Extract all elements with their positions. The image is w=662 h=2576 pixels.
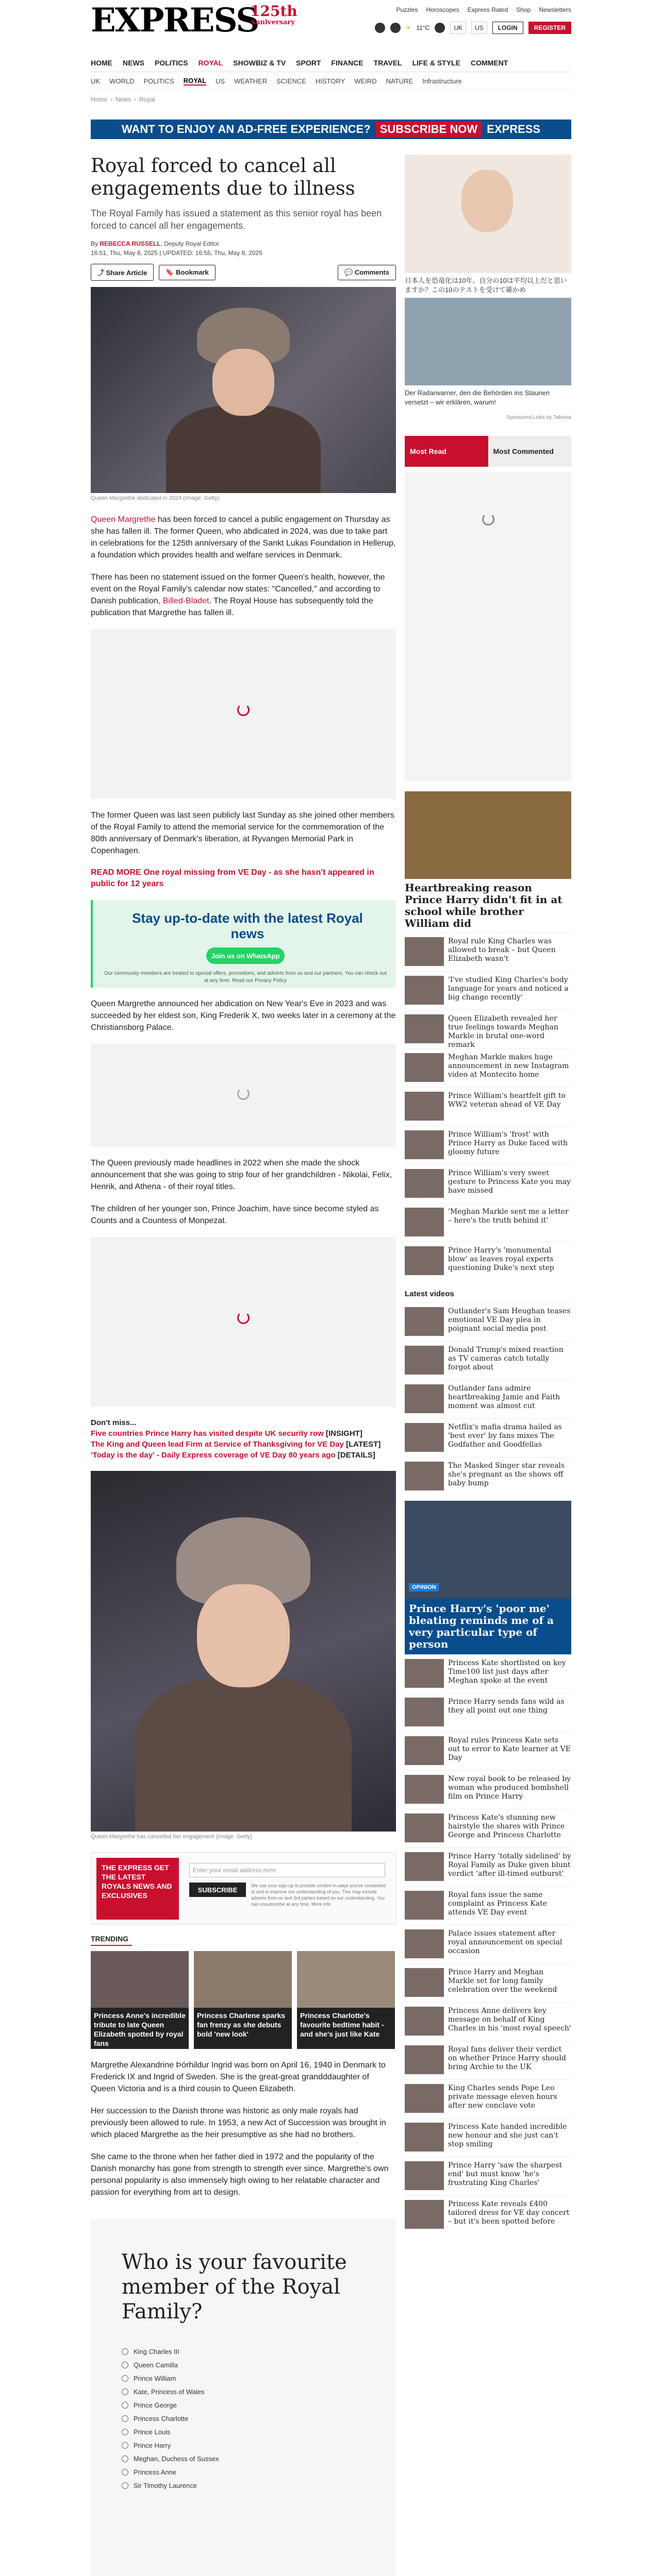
caption-credit: (Image: Getty) [216, 1834, 253, 1840]
poll-option[interactable] [122, 2479, 365, 2492]
banner-brand: EXPRESS [487, 123, 541, 135]
opinion-image [405, 1501, 571, 1599]
video-item[interactable] [405, 1457, 571, 1496]
breadcrumb-sep: › [134, 96, 137, 103]
option-label: King Charles III [134, 2347, 179, 2355]
video-thumb [405, 1462, 444, 1490]
list-headline: Princess Kate handed incredible new honour and she just can't stop smiling [448, 2123, 567, 2148]
tab-most-commented[interactable]: Most Commented [488, 436, 572, 467]
toplink-newsletters[interactable]: Newsletters [539, 6, 571, 13]
list-headline: Royal rule King Charles was allowed to break – but Queen Elizabeth wasn't [448, 937, 556, 963]
trending-thumb [194, 1951, 292, 2008]
read-more-link[interactable]: One royal missing from VE Day - as she hasn't appeared in public for 12 years [91, 868, 374, 888]
list-thumb [405, 1246, 444, 1275]
nav-showbiz[interactable]: SHOWBIZ & TV [233, 58, 286, 67]
video-item[interactable] [405, 1380, 571, 1418]
list-headline: 'Meghan Markle sent me a letter – here's the truth behind it' [448, 1208, 569, 1225]
subnav-uk[interactable]: UK [91, 77, 101, 85]
list-item[interactable] [405, 2002, 571, 2041]
express-logo[interactable]: EXPRESS [91, 1, 259, 40]
weather-sun-icon: ☀ [405, 24, 411, 31]
list-thumb [405, 2007, 444, 2036]
byline [91, 239, 396, 258]
nav-royal[interactable]: ROYAL [198, 58, 223, 67]
dont-miss-link-1[interactable]: Five countries Prince Harry has visited despite UK security row [91, 1429, 324, 1438]
caption-text: Queen Margrethe has cancelled her engagement [91, 1834, 214, 1840]
list-thumb [405, 1698, 444, 1726]
subnav-us[interactable]: US [216, 77, 225, 85]
video-headline: Donald Trump's mixed reaction as TV cameras catch totally forgot about [448, 1346, 564, 1371]
video-thumb [405, 1346, 444, 1375]
dont-miss-tag: [INSIGHT] [326, 1429, 362, 1438]
join-whatsapp-button[interactable]: Join us on WhatsApp [206, 947, 285, 964]
list-thumb [405, 1053, 444, 1082]
radio-icon[interactable] [122, 2415, 128, 2422]
video-headline: Netflix's mafia drama hailed as 'best ever' by fans mixes The Godfather and Goodfellas [448, 1423, 562, 1449]
paragraph-4: Queen Margrethe announced her abdication on New Year's Eve in 2023 and was succeeded by her eldest son, King Frederik X, two weeks later in a ceremony at the Christiansborg Palace. [91, 999, 396, 1032]
radio-icon[interactable] [122, 2429, 128, 2435]
poll-options [122, 2345, 365, 2492]
list-headline: Royal rules Princess Kate sets out to error to Kate learner at VE Day [448, 1736, 571, 1762]
list-item[interactable] [405, 1010, 571, 1048]
latest-videos-list [405, 1302, 571, 1496]
header-tools [375, 22, 571, 34]
nav-finance[interactable]: FINANCE [331, 58, 363, 67]
sidebar-ad2-image[interactable] [405, 298, 571, 385]
option-label: Princess Charlotte [134, 2414, 189, 2422]
p1-text: has been forced to cancel a public engagement on Thursday as she has fallen ill. The former Queen, who abdicated in 2024, was due to take part in celebrations for the 125th anniversary of the Sankt Lukas Foundation in Hellerup, a foundation which provides health and welfare services in Denmark. [91, 515, 396, 560]
nav-comment[interactable]: COMMENT [470, 58, 508, 67]
list-headline: Prince William's 'frost' with Prince Harry as Duke faced with gloomy future [448, 1130, 568, 1156]
video-item[interactable] [405, 1418, 571, 1457]
video-item[interactable] [405, 1302, 571, 1341]
list-item[interactable] [405, 1087, 571, 1126]
paragraph-3: The former Queen was last seen publicly last Sunday as she joined other members of the Royal Family to attend the memorial service for the commemoration of the 80th anniversary of Denmark's liberation, at Ryvangen Memorial Park in Copenhagen. [91, 811, 394, 855]
trending-headline: Princess Charlene sparks fan frenzy as she debuts bold 'new look' [194, 2008, 292, 2049]
toplink-shop[interactable]: Shop [516, 6, 531, 13]
trending-card[interactable] [194, 1951, 292, 2049]
subnav-politics[interactable]: POLITICS [143, 77, 174, 85]
option-label: Meghan, Duchess of Sussex [134, 2454, 219, 2463]
video-headline: Outlander's Sam Heughan teases emotional VE Day plea in poignant social media post [448, 1307, 571, 1333]
radio-icon[interactable] [122, 2388, 128, 2395]
radio-icon[interactable] [122, 2348, 128, 2355]
register-button[interactable]: REGISTER [528, 22, 571, 34]
image-caption [91, 495, 396, 503]
nav-travel[interactable]: TRAVEL [373, 58, 402, 67]
video-item[interactable] [405, 1341, 571, 1380]
list-item[interactable] [405, 2157, 571, 2195]
list-item[interactable] [405, 1654, 571, 1693]
article-body-5 [91, 2059, 396, 2198]
list-headline: King Charles sends Pope Leo private message eleven hours after new conclave vote [448, 2084, 557, 2110]
list-item[interactable] [405, 1164, 571, 1203]
list-item[interactable] [405, 1886, 571, 1925]
loading-spinner-icon [237, 1088, 250, 1100]
feature-image [405, 791, 571, 879]
poll-option[interactable] [122, 2385, 365, 2398]
photo-face [197, 1584, 290, 1687]
list-thumb [405, 1208, 444, 1236]
list-headline: 'I've studied King Charles's body language for years and noticed a big change recently' [448, 976, 569, 1002]
poll-option[interactable] [122, 2465, 365, 2479]
article-body-4 [91, 1157, 396, 1227]
radio-icon[interactable] [122, 2482, 128, 2489]
list-headline: Prince Harry sends fans wild as they all point out one thing [448, 1698, 565, 1715]
video-headline: The Masked Singer star reveals she's pregnant as the shows off baby bump [448, 1462, 565, 1487]
subnav-royal[interactable]: ROYAL [183, 77, 207, 84]
trending-card[interactable] [91, 1951, 189, 2049]
royal-poll [91, 2219, 396, 2576]
radio-icon[interactable] [122, 2375, 128, 2382]
subscribe-banner[interactable] [91, 120, 571, 139]
edition-uk[interactable]: UK [450, 22, 466, 34]
trending-thumb [91, 1951, 189, 2008]
site-header [0, 0, 662, 52]
nav-sport[interactable]: SPORT [296, 58, 321, 67]
list-thumb [405, 1929, 444, 1958]
menu-icon[interactable] [435, 23, 445, 33]
option-label: Queen Camilla [134, 2361, 178, 2369]
list-headline: Princess Kate shortlisted on key Time100 list just days after Meghan spoke at the event [448, 1659, 566, 1685]
loading-spinner-icon [237, 1312, 250, 1324]
list-thumb [405, 1659, 444, 1688]
subnav-history[interactable]: HISTORY [315, 77, 345, 85]
most-tabs [405, 436, 571, 467]
edition-us[interactable]: US [471, 22, 487, 34]
trending [91, 1935, 396, 2049]
list-thumb [405, 2084, 444, 2113]
newsletter-signup [91, 1852, 396, 1924]
list-headline: Meghan Markle makes huge announcement in new Instagram video at Montecito home [448, 1053, 569, 1079]
list-thumb [405, 1169, 444, 1198]
list-item[interactable] [405, 971, 571, 1010]
photo-coat [166, 405, 321, 493]
caption-credit: (Image: Getty) [183, 495, 220, 501]
paragraph-1 [91, 514, 396, 561]
list-headline: Royal fans issue the same complaint as Princess Kate attends VE Day event [448, 1891, 548, 1917]
list-thumb [405, 1092, 444, 1121]
list-item[interactable] [405, 2079, 571, 2118]
dont-miss-tag: [LATEST] [346, 1440, 381, 1449]
subnav-science[interactable]: SCIENCE [276, 77, 306, 85]
poll-option[interactable] [122, 2358, 365, 2371]
subnav-world[interactable]: WORLD [109, 77, 135, 85]
read-more-label: READ MORE [91, 868, 141, 877]
trending-row [91, 1951, 396, 2049]
list-thumb [405, 976, 444, 1005]
comments-button[interactable]: 💬 Comments [338, 265, 396, 280]
list-headline: Prince Harry 'totally sidelined' by Royal Family as Duke given blunt verdict 'after ill-timed outburst' [448, 1852, 571, 1878]
bookmark-button[interactable]: 🔖 Bookmark [159, 265, 215, 280]
share-article-button[interactable]: ⤴ Share Article [91, 264, 154, 281]
breadcrumb-sep: › [110, 96, 113, 103]
nav-home[interactable]: HOME [91, 58, 112, 67]
photo-coat [135, 1677, 352, 1832]
secondary-nav [91, 73, 571, 90]
caption-text: Queen Margrethe abdicated in 2024 [91, 495, 182, 501]
list-item[interactable] [405, 1809, 571, 1848]
list-thumb [405, 1852, 444, 1881]
p2-text: There has been no statement issued on the former Queen's health, however, the event on the Royal Family's calendar now states: "Cancelled," and according to Danish publication, [91, 573, 385, 605]
article-body-3 [91, 998, 396, 1033]
list-headline: Palace issues statement after royal announcement on special occasion [448, 1929, 562, 1955]
loading-spinner-icon [237, 704, 250, 716]
ad-slot-3[interactable] [91, 1237, 396, 1407]
radio-icon[interactable] [122, 2469, 128, 2476]
toplink-rated[interactable]: Express Rated [467, 6, 508, 13]
trending-thumb [297, 1951, 395, 2008]
dont-miss-title: Don't miss... [91, 1418, 137, 1427]
paragraph-8: Her succession to the Danish throne was historic as only male royals had previously been allowed to rule. In 1953, a new Act of Succession was brought in which placed Margrethe as the heir presumptive as she had no brothers. [91, 2107, 386, 2139]
primary-nav [91, 54, 571, 72]
video-thumb [405, 1423, 444, 1452]
whatsapp-promo [91, 900, 396, 988]
email-field[interactable]: Enter your email address here [189, 1863, 385, 1877]
list-thumb [405, 1736, 444, 1765]
share-label: Share Article [106, 269, 147, 277]
list-headline: Prince Harry's 'monumental blow' as leaves royal experts questioning Duke's next step [448, 1246, 554, 1272]
list-item[interactable] [405, 2118, 571, 2157]
second-image[interactable] [91, 1471, 396, 1832]
opinion-tag: OPINION [409, 1583, 439, 1591]
lead-image[interactable] [91, 287, 396, 493]
list-item[interactable] [405, 1770, 571, 1809]
dont-miss-tag: [DETAILS] [337, 1451, 375, 1460]
byline-prefix: By [91, 240, 98, 247]
trending-headline: Princess Anne's incredible tribute to late Queen Elizabeth spotted by royal fans [91, 2008, 189, 2049]
photo-face [212, 349, 274, 416]
article-dates: 16:51, Thu, May 8, 2025 | UPDATED: 16:55, Thu, May 8, 2025 [91, 249, 262, 257]
radio-icon[interactable] [122, 2402, 128, 2409]
billed-bladet-link[interactable]: Billed-Bladet [162, 597, 209, 605]
trending-card[interactable] [297, 1951, 395, 2049]
loading-spinner-icon [482, 513, 494, 526]
opinion-card[interactable] [405, 1501, 571, 1654]
list-item[interactable] [405, 2195, 571, 2234]
dont-miss-link-3[interactable]: 'Today is the day' - Daily Express coverage of VE Day 80 years ago [91, 1451, 336, 1460]
list-thumb [405, 1891, 444, 1920]
breadcrumb-news[interactable]: News [115, 96, 131, 103]
nav-news[interactable]: NEWS [123, 58, 144, 67]
list-thumb [405, 1968, 444, 1997]
poll-option[interactable] [122, 2345, 365, 2358]
list-item[interactable] [405, 1925, 571, 1963]
paragraph-9: She came to the throne when her father died in 1972 and the popularity of the Danish monarchy has gone from strength to strength ever since. Margrethe's own personal popularity is also immensely high owing to her relatable character and passion for everything from art to design. [91, 2153, 389, 2197]
feature-headline: Heartbreaking reason Prince Harry didn't fit in at school while brother William did [405, 882, 562, 929]
list-headline: Princess Anne delivers key message on behalf of King Charles in his 'most royal speech' [448, 2007, 571, 2032]
poll-option[interactable] [122, 2398, 365, 2412]
sidebar-ad2-text[interactable]: Der Radarwarner, den die Behörden ins Staunen versetzt – wir erklären, warum! [405, 389, 550, 406]
option-label: Prince William [134, 2374, 176, 2382]
list-thumb [405, 2161, 444, 2190]
list-headline: Prince William's very sweet gesture to Princess Kate you may have missed [448, 1169, 571, 1195]
subnav-nature[interactable]: NATURE [386, 77, 413, 85]
subnav-weather[interactable]: WEATHER [234, 77, 268, 85]
whatsapp-fineprint: Our community members are treated to special offers, promotions, and adverts from us and our partners. You can check out at any time. Read our Privacy Policy [104, 971, 387, 984]
paragraph-7: Margrethe Alexandrine Þórhildur Ingrid was born on April 16, 1940 in Denmark to Frederick IX and Ingrid of Sweden. She is the great-great grandddaughter of Queen Victoria and is a third cousin to Queen Elizabeth. [91, 2061, 386, 2093]
poll-option[interactable] [122, 2371, 365, 2385]
option-label: Princess Anne [134, 2468, 177, 2476]
list-item[interactable] [405, 1732, 571, 1770]
ad-slot-2[interactable] [91, 1044, 396, 1147]
newsletter-fineprint: We use your sign-up to provide content in ways you've consented to and to improve our understanding of you. This may include adverts from us and 3rd parties based on our understanding. You can unsubscribe at any time. More info [251, 1883, 386, 1907]
breadcrumb-home[interactable]: Home [91, 96, 108, 103]
banner-text: WANT TO ENJOY AN AD-FREE EXPERIENCE? [121, 123, 371, 135]
list-headline: Prince Harry 'saw the sharpest end' but must know 'he's frustrating King Charles' [448, 2161, 562, 2187]
more-royal-list [405, 1654, 571, 2234]
list-headline: Queen Elizabeth revealed her true feelings towards Meghan Markle in brutal one-word remark [448, 1014, 559, 1049]
list-thumb [405, 937, 444, 966]
author-link[interactable]: REBECCA RUSSELL [100, 240, 161, 247]
list-headline: New royal book to be released by woman who produced bombshell film on Prince Harry [448, 1775, 571, 1801]
toplink-puzzles[interactable]: Puzzles [396, 6, 418, 13]
author-role: , Deputy Royal Editor [160, 240, 219, 247]
list-item[interactable] [405, 933, 571, 971]
video-headline: Outlander fans admire heartbreaking Jamie and Faith moment was almost cut [448, 1384, 560, 1410]
sidebar [405, 155, 571, 2234]
radio-icon[interactable] [122, 2442, 128, 2449]
subscribe-now-button[interactable]: SUBSCRIBE NOW [376, 122, 482, 137]
breadcrumb [91, 96, 155, 103]
list-item[interactable] [405, 1048, 571, 1087]
paragraph-2 [91, 571, 396, 619]
p2b-text: . The Royal House has subsequently told the publication that Margrethe has fallen ill. [91, 597, 373, 617]
list-thumb [405, 2045, 444, 2074]
read-more [91, 867, 396, 890]
opinion-headline: Prince Harry's 'poor me' bleating reminds me of a very particular type of person [409, 1602, 554, 1650]
poll-option[interactable] [122, 2452, 365, 2465]
list-item[interactable] [405, 1693, 571, 1732]
option-label: Sir Timothy Laurence [134, 2481, 197, 2489]
list-thumb [405, 1130, 444, 1159]
article-body-2 [91, 809, 396, 857]
poll-option[interactable] [122, 2425, 365, 2438]
list-item[interactable] [405, 1848, 571, 1886]
newsletter-promo: THE EXPRESS GET THE LATEST ROYALS NEWS AND EXCLUSIVES [96, 1858, 179, 1920]
whatsapp-title: Stay up-to-date with the latest Royal news [132, 910, 363, 941]
poll-option[interactable] [122, 2438, 365, 2452]
sidebar-ad-text[interactable]: 日本人を恐竜化は10年。自分の10は平均以上だと思いますか？この10のテストを受けて確かめ [405, 277, 567, 294]
list-item[interactable] [405, 1242, 571, 1280]
search-icon[interactable] [375, 23, 385, 33]
article-actions [91, 264, 396, 281]
sidebar-ad-slot[interactable] [405, 472, 571, 781]
article-column [91, 155, 396, 2576]
toplink-horoscopes[interactable]: Horoscopes [426, 6, 459, 13]
list-headline: Prince Harry and Meghan Markle set for long family celebration over the weekend [448, 1968, 557, 1994]
trending-title: TRENDING [91, 1935, 132, 1946]
queen-margrethe-link[interactable]: Queen Margrethe [91, 515, 156, 524]
list-thumb [405, 2123, 444, 2151]
dont-miss [91, 1417, 396, 1461]
image-caption [91, 1834, 396, 1842]
bookmark-label: Bookmark [176, 268, 209, 276]
list-thumb [405, 1814, 444, 1842]
list-item[interactable] [405, 1203, 571, 1242]
paragraph-6: The children of her younger son, Prince Joachim, have since become styled as Counts and a Countess of Monpezat. [91, 1205, 379, 1225]
option-label: Prince Harry [134, 2441, 171, 2449]
dont-miss-link-2[interactable]: The King and Queen lead Firm at Service of Thanksgiving for VE Day [91, 1440, 344, 1449]
comments-label: Comments [354, 268, 389, 276]
article-title: Royal forced to cancel all engagements due to illness [91, 155, 355, 199]
nav-life-style[interactable]: LIFE & STYLE [412, 58, 460, 67]
article-standfirst: The Royal Family has issued a statement as this senior royal has been forced to cancel all her engagements. [91, 208, 382, 231]
subnav-weird[interactable]: WEIRD [354, 77, 377, 85]
article-body [91, 514, 396, 619]
list-thumb [405, 1014, 444, 1043]
option-label: Kate, Princess of Wales [134, 2387, 205, 2396]
paragraph-5: The Queen previously made headlines in 2022 when she made the shock announcement that she was going to strip four of her grandchildren - Nikolai, Felix, Henrik, and Athena - of their royal titles. [91, 1159, 392, 1191]
list-thumb [405, 1775, 444, 1804]
trending-headline: Princess Charlotte's favourite bedtime habit - and she's just like Kate [297, 2008, 395, 2049]
breadcrumb-royal[interactable]: Royal [139, 96, 155, 103]
list-thumb [405, 2200, 444, 2229]
tab-most-read[interactable]: Most Read [405, 436, 488, 467]
poll-option[interactable] [122, 2412, 365, 2425]
radio-icon[interactable] [122, 2362, 128, 2368]
sidebar-ad-image[interactable] [405, 155, 571, 273]
top-links [396, 6, 571, 13]
radio-icon[interactable] [122, 2455, 128, 2462]
login-button[interactable]: LOGIN [492, 22, 523, 34]
subscribe-button[interactable]: SUBSCRIBE [189, 1883, 246, 1897]
video-thumb [405, 1307, 444, 1336]
feature-story[interactable] [405, 791, 571, 933]
anniversary-badge: 125th Anniversary [250, 3, 297, 26]
list-headline: Royal fans deliver their verdict on whether Prince Harry should bring Archie to the UK [448, 2045, 566, 2071]
most-read-list [405, 933, 571, 1280]
list-headline: Prince William's heartfelt gift to WW2 veteran ahead of VE Day [448, 1092, 566, 1109]
video-ad-slot[interactable] [91, 629, 396, 799]
list-item[interactable] [405, 1963, 571, 2002]
list-item[interactable] [405, 2041, 571, 2079]
list-item[interactable] [405, 1126, 571, 1164]
list-headline: Princess Kate reveals £400 tailored dress for VE day concert – but it's been spotted before [448, 2200, 570, 2226]
latest-videos-title: Latest videos [405, 1290, 454, 1298]
poll-title: Who is your favourite member of the Royal Family? [122, 2250, 347, 2324]
list-headline: Princess Kate's stunning new hairstyle the shares with Prince George and Princess Charlotte [448, 1814, 565, 1839]
ad-face [461, 170, 513, 232]
nav-politics[interactable]: POLITICS [155, 58, 188, 67]
option-label: Prince Louis [134, 2428, 171, 2436]
video-thumb [405, 1384, 444, 1413]
subnav-infrastructure[interactable]: Infrastructure [422, 77, 462, 85]
taboola-credit[interactable]: Sponsored Links by Taboola [506, 415, 571, 420]
option-label: Prince George [134, 2401, 177, 2409]
notification-bell-icon[interactable] [390, 23, 401, 33]
weather-temp[interactable]: 11°C [416, 24, 430, 31]
